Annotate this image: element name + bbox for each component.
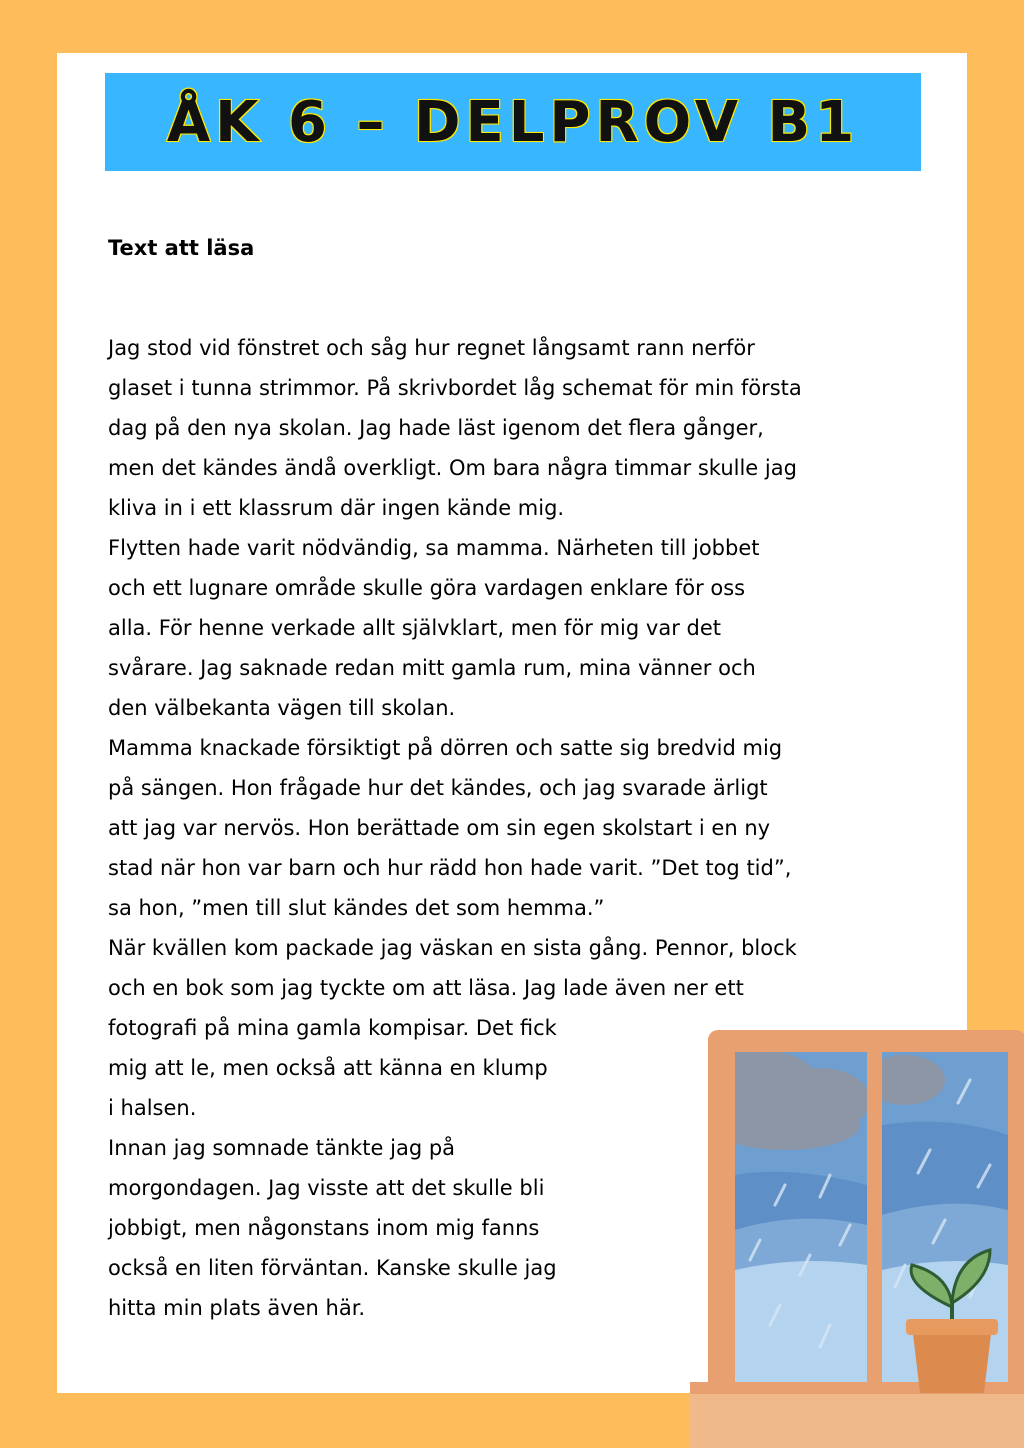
text-line: svårare. Jag saknade redan mitt gamla rum, mina vänner och <box>108 656 756 680</box>
text-line: Flytten hade varit nödvändig, sa mamma. Närheten till jobbet <box>108 536 760 560</box>
text-line: stad när hon var barn och hur rädd hon hade varit. ”Det tog tid”, <box>108 856 792 880</box>
text-line: hitta min plats även här. <box>108 1296 366 1320</box>
title-banner <box>105 73 921 171</box>
text-line: mig att le, men också att känna en klump <box>108 1056 548 1080</box>
section-heading: Text att läsa <box>108 236 255 260</box>
text-line: alla. För henne verkade allt självklart, men för mig var det <box>108 616 721 640</box>
text-line: i halsen. <box>108 1096 197 1120</box>
text-line: dag på den nya skolan. Jag hade läst igenom det flera gånger, <box>108 416 764 440</box>
text-line: och en bok som jag tyckte om att läsa. Jag lade även ner ett <box>108 976 744 1000</box>
text-line: Innan jag somnade tänkte jag på <box>108 1136 456 1160</box>
text-line: sa hon, ”men till slut kändes det som hemma.” <box>108 896 605 920</box>
text-line: också en liten förväntan. Kanske skulle jag <box>108 1256 557 1280</box>
text-line: men det kändes ändå overkligt. Om bara några timmar skulle jag <box>108 456 797 480</box>
text-line: Mamma knackade försiktigt på dörren och satte sig bredvid mig <box>108 736 783 760</box>
reading-text <box>108 328 928 1328</box>
text-line: kliva in i ett klassrum där ingen kände mig. <box>108 496 565 520</box>
text-line: jobbigt, men någonstans inom mig fanns <box>108 1216 540 1240</box>
text-line: När kvällen kom packade jag väskan en sista gång. Pennor, block <box>108 936 797 960</box>
text-line: att jag var nervös. Hon berättade om sin egen skolstart i en ny <box>108 816 771 840</box>
text-line: glaset i tunna strimmor. På skrivbordet låg schemat för min första <box>108 376 802 400</box>
text-line: och ett lugnare område skulle göra vardagen enklare för oss <box>108 576 746 600</box>
text-line: Jag stod vid fönstret och såg hur regnet långsamt rann nerför <box>108 336 755 360</box>
text-line: den välbekanta vägen till skolan. <box>108 696 456 720</box>
text-line: på sängen. Hon frågade hur det kändes, och jag svarade ärligt <box>108 776 768 800</box>
text-line: fotografi på mina gamla kompisar. Det fick <box>108 1016 557 1040</box>
text-line: morgondagen. Jag visste att det skulle bli <box>108 1176 545 1200</box>
page-title: ÅK 6 – DELPROV B1 <box>166 89 860 155</box>
